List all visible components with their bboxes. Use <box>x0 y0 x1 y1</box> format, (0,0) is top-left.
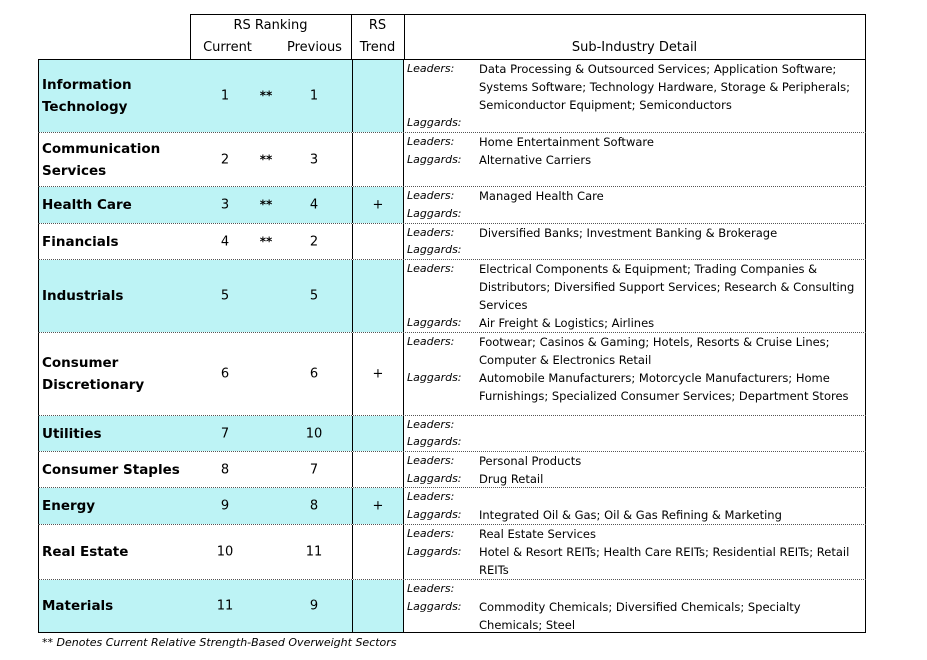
sub-industry-detail <box>404 416 866 451</box>
laggards-label: Laggards: <box>407 116 462 129</box>
detail-header: Sub-Industry Detail <box>571 40 698 55</box>
table-row <box>38 260 866 333</box>
laggards-text: Drug Retail <box>479 472 544 486</box>
previous-rank: 9 <box>309 598 319 614</box>
previous-rank: 1 <box>309 88 319 104</box>
sector-name: Financials <box>42 233 119 250</box>
sub-industry-detail <box>404 525 866 579</box>
laggards-text: Alternative Carriers <box>479 153 592 167</box>
sub-industry-detail <box>404 260 866 332</box>
rs-trend: + <box>372 366 384 382</box>
leaders-label: Leaders: <box>407 189 455 202</box>
sub-industry-detail <box>404 60 866 132</box>
sector-name: Consumer Discretionary <box>42 355 145 393</box>
leaders-label: Leaders: <box>407 135 455 148</box>
laggards-text: Automobile Manufacturers; Motorcycle Manufacturers; Home Furnishings; Specialized Consumer Services; Department Stores <box>479 371 849 403</box>
table-row <box>38 133 866 187</box>
laggards-text: Integrated Oil & Gas; Oil & Gas Refining & Marketing <box>479 508 782 522</box>
table-row <box>38 60 866 133</box>
table-row <box>38 224 866 260</box>
sector-ranking-cells <box>38 60 404 132</box>
sector-name: Industrials <box>42 288 124 304</box>
leaders-label: Leaders: <box>407 62 455 75</box>
rs-header: RS <box>368 18 387 33</box>
leaders-text: Data Processing & Outsourced Services; Application Software; Systems Software; Technology Hardware, Storage & Peripherals; Semiconductor Equipment; Semiconductors <box>479 62 850 112</box>
sector-ranking-cells <box>38 580 404 632</box>
current-rank: 3 <box>220 197 230 213</box>
current-header: Current <box>203 40 252 55</box>
sector-name: Utilities <box>42 425 102 442</box>
leaders-label: Leaders: <box>407 582 455 595</box>
current-rank: 2 <box>220 152 230 167</box>
sub-industry-detail <box>404 488 866 524</box>
laggards-text: Air Freight & Logistics; Airlines <box>479 316 655 330</box>
current-rank: 10 <box>216 544 234 560</box>
table-row <box>38 452 866 488</box>
leaders-text: Managed Health Care <box>479 189 604 203</box>
leaders-text: Electrical Components & Equipment; Trading Companies & Distributors; Diversified Support Services; Research & Consulting Services <box>479 262 855 312</box>
sector-name: Real Estate <box>42 544 129 560</box>
leaders-text: Footwear; Casinos & Gaming; Hotels, Resorts & Cruise Lines; Computer & Electronics Retail <box>479 335 830 367</box>
previous-header: Previous <box>287 40 342 55</box>
laggards-label: Laggards: <box>407 153 462 166</box>
table-row <box>38 488 866 525</box>
leaders-label: Leaders: <box>407 454 455 467</box>
leaders-label: Leaders: <box>407 226 455 239</box>
overweight-marker: ** <box>259 197 273 212</box>
laggards-label: Laggards: <box>407 243 462 256</box>
sector-ranking-cells <box>38 224 404 259</box>
sector-ranking-cells <box>38 525 404 579</box>
laggards-label: Laggards: <box>407 545 462 558</box>
sector-name: Materials <box>42 598 114 614</box>
leaders-label: Leaders: <box>407 418 455 431</box>
sector-name: Health Care <box>42 197 132 213</box>
sector-name: Energy <box>42 498 96 514</box>
table-row <box>38 580 866 633</box>
leaders-text: Home Entertainment Software <box>479 135 654 149</box>
previous-rank: 2 <box>309 234 319 249</box>
previous-rank: 8 <box>309 498 319 514</box>
sector-ranking-cells <box>38 416 404 451</box>
laggards-label: Laggards: <box>407 508 462 521</box>
rs-trend: + <box>372 498 384 514</box>
current-rank: 8 <box>220 462 230 477</box>
laggards-label: Laggards: <box>407 600 462 613</box>
table-row <box>38 333 866 416</box>
sector-name: Communication Services <box>42 140 161 179</box>
sector-ranking-cells <box>38 133 404 186</box>
leaders-label: Leaders: <box>407 335 455 348</box>
sector-ranking-cells <box>38 333 404 415</box>
leaders-text: Personal Products <box>479 454 582 468</box>
current-rank: 7 <box>220 426 230 441</box>
sub-industry-detail <box>404 224 866 259</box>
sector-ranking-cells <box>38 452 404 487</box>
sub-industry-detail <box>404 133 866 186</box>
footnote: ** Denotes Current Relative Strength-Based Overweight Sectors <box>42 636 397 649</box>
sector-ranking-cells <box>38 187 404 223</box>
laggards-label: Laggards: <box>407 316 462 329</box>
rs-trend: + <box>372 197 384 213</box>
previous-rank: 10 <box>305 426 323 441</box>
previous-rank: 6 <box>309 366 319 382</box>
previous-rank: 3 <box>309 152 319 167</box>
table-row <box>38 525 866 580</box>
overweight-marker: ** <box>259 152 273 167</box>
previous-rank: 5 <box>309 288 319 304</box>
leaders-label: Leaders: <box>407 490 455 503</box>
leaders-text: Diversified Banks; Investment Banking & Brokerage <box>479 226 778 240</box>
sector-ranking-cells <box>38 260 404 332</box>
sub-industry-detail <box>404 333 866 415</box>
laggards-label: Laggards: <box>407 371 462 384</box>
current-rank: 4 <box>220 234 230 249</box>
sector-ranking-cells <box>38 488 404 524</box>
trend-header: Trend <box>359 40 396 55</box>
sub-industry-detail <box>404 580 866 632</box>
table-row <box>38 416 866 452</box>
leaders-label: Leaders: <box>407 527 455 540</box>
leaders-label: Leaders: <box>407 262 455 275</box>
rs-ranking-header: RS Ranking <box>233 18 308 33</box>
laggards-text: Hotel & Resort REITs; Health Care REITs; Residential REITs; Retail REITs <box>479 545 850 577</box>
overweight-marker: ** <box>259 88 273 103</box>
current-rank: 6 <box>220 366 230 382</box>
laggards-label: Laggards: <box>407 472 462 485</box>
sub-industry-detail <box>404 452 866 487</box>
sector-name: Consumer Staples <box>42 461 180 478</box>
overweight-marker: ** <box>259 234 273 249</box>
table-row <box>38 187 866 224</box>
leaders-text: Real Estate Services <box>479 527 596 541</box>
table-header <box>38 14 866 60</box>
previous-rank: 4 <box>309 197 319 213</box>
previous-rank: 7 <box>309 462 319 477</box>
sub-industry-detail <box>404 187 866 223</box>
current-rank: 5 <box>220 288 230 304</box>
current-rank: 9 <box>220 498 230 514</box>
previous-rank: 11 <box>305 544 323 560</box>
laggards-label: Laggards: <box>407 435 462 448</box>
laggards-text: Commodity Chemicals; Diversified Chemicals; Specialty Chemicals; Steel <box>479 600 801 632</box>
sector-ranking-table <box>38 14 866 633</box>
laggards-label: Laggards: <box>407 207 462 220</box>
current-rank: 11 <box>216 598 234 614</box>
current-rank: 1 <box>220 88 230 104</box>
sector-name: Information Technology <box>42 77 132 115</box>
